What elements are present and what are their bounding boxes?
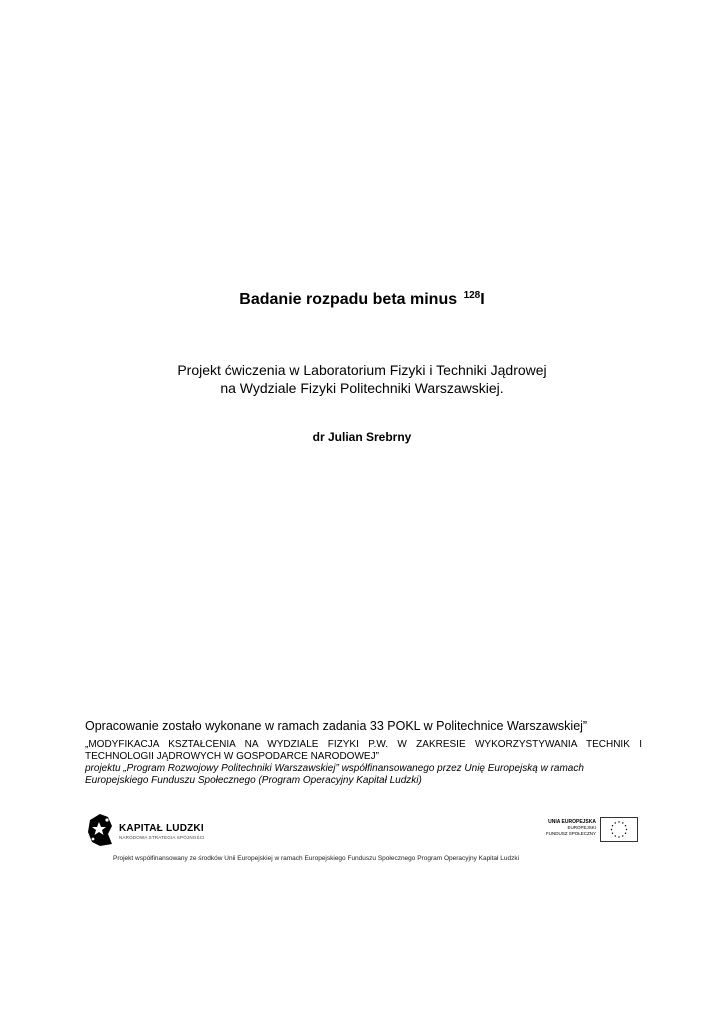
eu-star bbox=[612, 833, 613, 834]
funding-statement bbox=[85, 719, 642, 787]
kapital-ludzki-logo bbox=[86, 812, 226, 848]
eu-star bbox=[625, 825, 626, 826]
eu-line-2: EUROPEJSKI bbox=[567, 825, 596, 830]
eu-flag-icon bbox=[600, 817, 638, 842]
eu-star bbox=[622, 822, 623, 823]
kapital-ludzki-emblem-icon bbox=[86, 812, 114, 848]
title-text: Badanie rozpadu beta minus bbox=[239, 291, 458, 308]
kapital-ludzki-name: KAPITAŁ LUDZKI bbox=[119, 823, 204, 834]
eu-star bbox=[615, 822, 616, 823]
subtitle-line-2: na Wydziale Fizyki Politechniki Warszawskiej. bbox=[220, 380, 504, 396]
eu-star bbox=[612, 825, 613, 826]
eu-star bbox=[622, 835, 623, 836]
eu-line-3: FUNDUSZ SPOŁECZNY bbox=[545, 831, 596, 836]
document-subtitle bbox=[0, 361, 724, 397]
eu-flag-border bbox=[601, 818, 638, 842]
eu-logo-text bbox=[546, 819, 596, 837]
eu-star bbox=[615, 835, 616, 836]
eu-star bbox=[626, 829, 627, 830]
kapital-ludzki-subtitle: NARODOWA STRATEGIA SPÓJNOŚCI bbox=[119, 835, 205, 840]
eu-star bbox=[625, 833, 626, 834]
eu-line-1: UNIA EUROPEJSKA bbox=[548, 819, 596, 825]
eu-logo bbox=[520, 817, 638, 843]
eu-star bbox=[611, 829, 612, 830]
eu-star bbox=[618, 821, 619, 822]
funding-line-2: „MODYFIKACJA KSZTAŁCENIA NA WYDZIALE FIZYKI P.W. W ZAKRESIE WYKORZYSTYWANIA TECHNIK I TECHNOLOGII JĄDROWYCH W GOSPODARCE NARODOWEJ” bbox=[85, 739, 642, 762]
isotope-mass-number: 128 bbox=[463, 290, 481, 301]
funding-line-3: projektu „Program Rozwojowy Politechniki Warszawskiej” współfinansowanego przez Unię Europejską w ramach Europejskiego Funduszu Społecznego (Program Operacyjny Kapitał Ludzki) bbox=[85, 763, 584, 786]
subtitle-line-1: Projekt ćwiczenia w Laboratorium Fizyki i Techniki Jądrowej bbox=[177, 362, 547, 378]
document-author: dr Julian Srebrny bbox=[312, 430, 412, 444]
funding-line-1: Opracowanie zostało wykonane w ramach zadania 33 POKL w Politechnice Warszawskiej” bbox=[85, 719, 588, 733]
footer-funding-note: Projekt współfinansowany ze środków Unii Europejskiej w ramach Europejskiego Funduszu Społecznego Program Operacyjny Kapitał Ludzki bbox=[113, 855, 520, 862]
isotope-symbol: I bbox=[480, 291, 485, 308]
document-title bbox=[0, 290, 724, 309]
eu-star bbox=[618, 836, 619, 837]
